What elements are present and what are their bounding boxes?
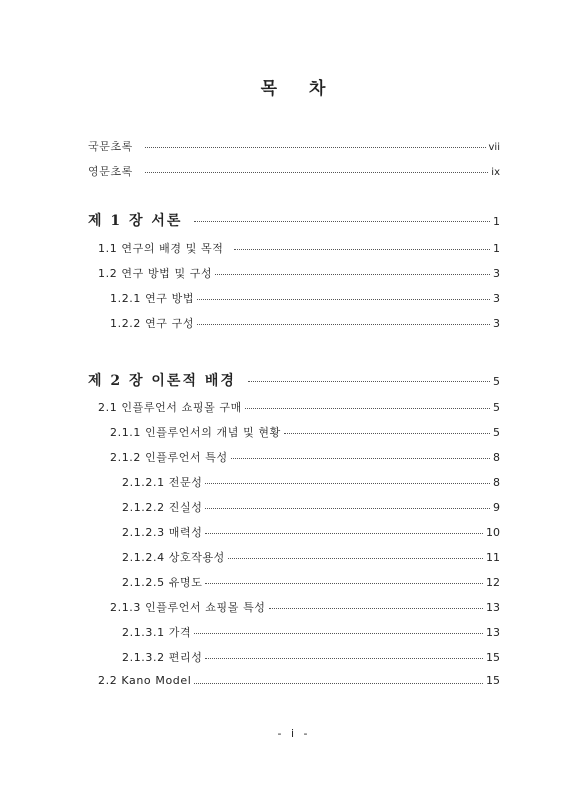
toc-page-number: 3 — [493, 317, 500, 330]
toc-entry-label: 2.1.3.1 가격 — [122, 626, 192, 639]
toc-page-number: 9 — [493, 501, 500, 514]
toc-page-number: 5 — [493, 375, 500, 388]
toc-row-2-1-2-3[interactable] — [0, 524, 588, 542]
toc-page-number: 15 — [486, 674, 500, 687]
toc-entry-label: 2.1 인플루언서 쇼핑몰 구매 — [98, 401, 242, 414]
toc-row-english-abstract[interactable] — [0, 163, 588, 181]
dot-leader — [145, 138, 486, 148]
dot-leader — [197, 315, 490, 325]
toc-title-char-2: 차 — [309, 79, 328, 99]
dot-leader — [234, 240, 491, 250]
dot-leader — [231, 449, 490, 459]
toc-entry-label: 2.2 Kano Model — [98, 674, 192, 687]
toc-page-number: 1 — [493, 215, 500, 228]
toc-page-number: 11 — [486, 551, 500, 564]
dot-leader — [145, 163, 488, 173]
dot-leader — [205, 499, 490, 509]
toc-row-1-2-1[interactable] — [0, 290, 588, 308]
toc-row-2-1-1[interactable] — [0, 424, 588, 442]
toc-page-number: vii — [488, 142, 500, 153]
toc-row-2-1-2-2[interactable] — [0, 499, 588, 517]
toc-row-chapter-2[interactable] — [0, 370, 588, 388]
toc-row-2-1-2-4[interactable] — [0, 549, 588, 567]
toc-page-number: 3 — [493, 267, 500, 280]
dot-leader — [248, 370, 490, 382]
dot-leader — [194, 210, 490, 222]
toc-chapter-label: 제 1 장 서론 — [88, 213, 183, 229]
dot-leader — [205, 649, 483, 659]
dot-leader — [284, 424, 490, 434]
toc-page-number: 15 — [486, 651, 500, 664]
toc-row-korean-abstract[interactable] — [0, 138, 588, 156]
toc-title — [0, 74, 588, 99]
toc-row-2-1-3[interactable] — [0, 599, 588, 617]
dot-leader — [194, 674, 483, 684]
dot-leader — [205, 474, 490, 484]
dot-leader — [194, 624, 483, 634]
toc-page-number: 10 — [486, 526, 500, 539]
toc-page-number: 13 — [486, 601, 500, 614]
dot-leader — [197, 290, 490, 300]
toc-entry-label: 2.1.2.3 매력성 — [122, 526, 203, 539]
toc-entry-label: 2.1.3 인플루언서 쇼핑몰 특성 — [110, 601, 266, 614]
toc-row-2-1-2[interactable] — [0, 449, 588, 467]
dot-leader — [205, 524, 483, 534]
toc-row-1-2[interactable] — [0, 265, 588, 283]
dot-leader — [215, 265, 490, 275]
toc-entry-label: 영문초록 — [88, 165, 133, 178]
toc-row-chapter-1[interactable] — [0, 210, 588, 228]
toc-entry-label: 2.1.2.5 유명도 — [122, 576, 203, 589]
dot-leader — [269, 599, 483, 609]
toc-entry-label: 2.1.1 인플루언서의 개념 및 현황 — [110, 426, 281, 439]
toc-row-2-1[interactable] — [0, 399, 588, 417]
toc-row-1-2-2[interactable] — [0, 315, 588, 333]
toc-row-2-1-3-1[interactable] — [0, 624, 588, 642]
toc-entry-label: 1.2.2 연구 구성 — [110, 317, 195, 330]
toc-entry-label: 1.2.1 연구 방법 — [110, 292, 195, 305]
toc-row-2-1-2-1[interactable] — [0, 474, 588, 492]
toc-row-1-1[interactable] — [0, 240, 588, 258]
toc-page-number: 5 — [493, 426, 500, 439]
toc-page-number: 1 — [493, 242, 500, 255]
dot-leader — [245, 399, 490, 409]
toc-page-number: 3 — [493, 292, 500, 305]
toc-entry-label: 국문초록 — [88, 140, 133, 153]
toc-entry-label: 2.1.2.1 전문성 — [122, 476, 203, 489]
toc-entry-label: 1.2 연구 방법 및 구성 — [98, 267, 213, 280]
toc-entry-label: 2.1.2 인플루언서 특성 — [110, 451, 228, 464]
toc-row-2-1-2-5[interactable] — [0, 574, 588, 592]
toc-chapter-label: 제 2 장 이론적 배경 — [88, 373, 236, 389]
toc-page-number: 8 — [493, 476, 500, 489]
toc-page-number: 12 — [486, 576, 500, 589]
toc-entry-label: 1.1 연구의 배경 및 목적 — [98, 242, 224, 255]
toc-entry-label: 2.1.3.2 편리성 — [122, 651, 203, 664]
toc-entry-label: 2.1.2.4 상호작용성 — [122, 551, 225, 564]
toc-page-number: 5 — [493, 401, 500, 414]
toc-page-number: 13 — [486, 626, 500, 639]
toc-entry-label: 2.1.2.2 진실성 — [122, 501, 203, 514]
toc-row-2-2[interactable] — [0, 674, 588, 692]
dot-leader — [205, 574, 483, 584]
toc-page-number: 8 — [493, 451, 500, 464]
toc-page-number: ix — [491, 167, 500, 178]
toc-row-2-1-3-2[interactable] — [0, 649, 588, 667]
dot-leader — [228, 549, 483, 559]
toc-title-char-1: 목 — [260, 79, 279, 99]
page-number-footer: - i - — [277, 727, 311, 740]
